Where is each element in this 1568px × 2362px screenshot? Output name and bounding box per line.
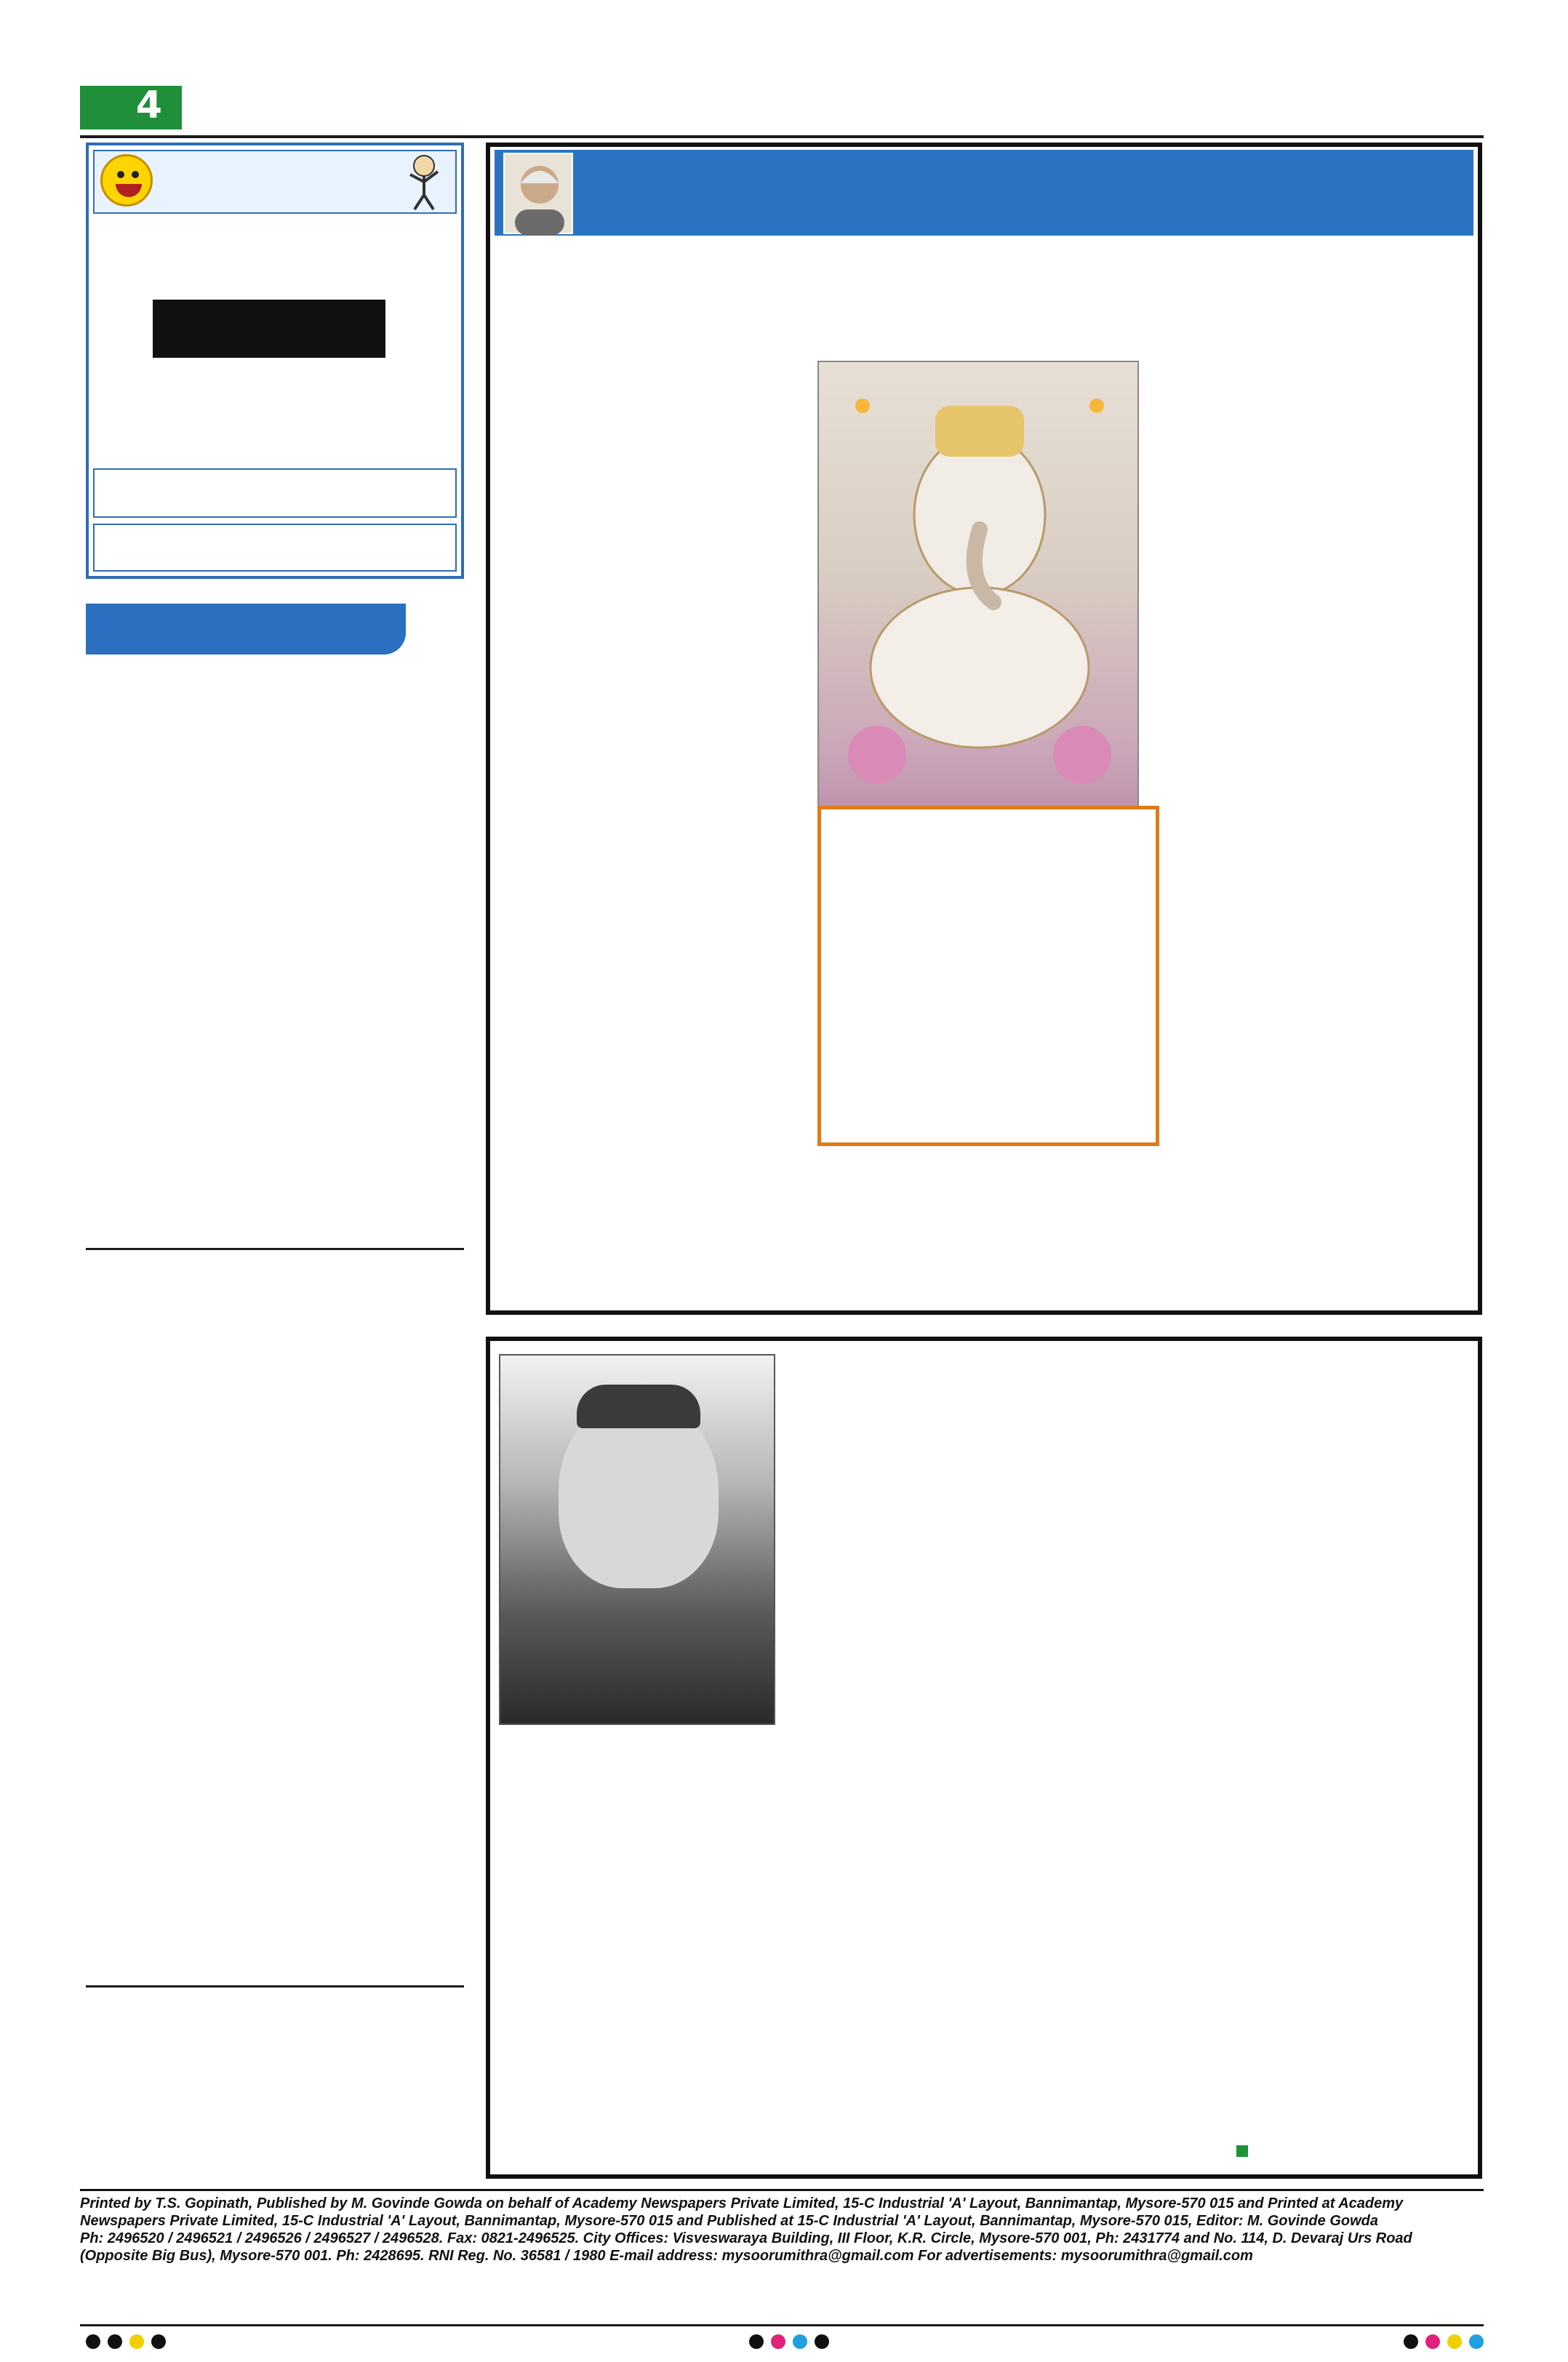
letter1-signature (86, 1226, 464, 1245)
letter2-signature (86, 1963, 464, 1982)
registration-dot-yellow (129, 2334, 144, 2349)
letter3-signature (86, 2163, 464, 2182)
header-rule (80, 135, 1484, 138)
divider (86, 1985, 464, 1987)
culture-col2 (502, 745, 809, 1305)
mouth (116, 184, 142, 197)
author-photo (503, 153, 573, 234)
letter2-body (86, 1344, 464, 1962)
eye-right (132, 171, 139, 178)
portrait-cap (577, 1385, 700, 1428)
culture-col1 (502, 361, 809, 739)
netaji-col3 (1011, 1459, 1229, 2167)
ganesha-idol-photo (817, 361, 1139, 883)
registration-dot-black (815, 2334, 829, 2349)
laughing-face-icon (100, 154, 153, 207)
letter3-headline (86, 1990, 464, 2026)
letter1-headline-b (86, 704, 464, 746)
amrita-text (97, 490, 454, 515)
registration-dot-black (749, 2334, 764, 2349)
registration-dot-cyan (793, 2334, 807, 2349)
footer-rule (80, 2189, 1484, 2191)
imprint-line-3: Ph: 2496520 / 2496521 / 2496526 / 2496527 / 2496528. Fax: 0821-2496525. City Offices: Visveswaraya Building, III Floor, K.R. Circle, Mysore-570 001, Ph: 2431774 and No. 114, D. Devaraj Urs Road (80, 2230, 1412, 2246)
registration-dot-black (86, 2334, 100, 2349)
imprint-line (80, 2195, 1484, 2318)
imprint-line-1: Printed by T.S. Gopinath, Published by M. Govinde Gowda on behalf of Academy Newspapers Private Limited, 15-C Industrial 'A' Layout, Bannimantap, Mysore-570 015 and Printed at Academy (80, 2195, 1404, 2211)
amrita-title (93, 468, 457, 490)
proverb-title (97, 527, 454, 547)
netaji-photo (499, 1354, 775, 1725)
footer-bottom-rule (80, 2324, 1484, 2326)
imprint-line-4: (Opposite Big Bus), Mysore-570 001. Ph: 2428695. RNI Reg. No. 36581 / 1980 E-mail address: mysoorumithra@gmail.com For advertisements: mysoorumithra@gmail.com (80, 2248, 1253, 2264)
netaji-col2 (785, 1459, 1004, 2167)
letter2-headline-b (86, 1296, 464, 1338)
section-title (191, 86, 467, 129)
nakkare-title (157, 156, 390, 207)
registration-dot-black (1404, 2334, 1418, 2349)
registration-dot-cyan (1469, 2334, 1484, 2349)
masthead-logo (771, 81, 989, 134)
netaji-byline (1252, 2141, 1471, 2161)
issue-date (1193, 86, 1484, 129)
registration-dot-black (151, 2334, 166, 2349)
netaji-headline (785, 1351, 1469, 1453)
letter1-body (86, 752, 464, 1225)
proverb-text (97, 548, 454, 569)
registration-dot-yellow (1447, 2334, 1462, 2349)
letter2-headline-a (86, 1254, 464, 1296)
culture-col3 (817, 1152, 1159, 1305)
nakkare-note (97, 396, 454, 439)
letter1-headline-a (86, 662, 464, 704)
author-byline (582, 169, 844, 212)
registration-dot-magenta (771, 2334, 785, 2349)
pull-quote-text (834, 820, 1143, 1132)
registration-dot-black (108, 2334, 122, 2349)
culture-headline (502, 243, 1469, 352)
nakkare-joke (97, 218, 454, 294)
mysuru-mitra-logo (153, 300, 385, 358)
nakkare-date (93, 364, 457, 393)
letter3-body (86, 2030, 464, 2161)
culture-col4 (1164, 361, 1469, 1305)
page-number: 4 (135, 84, 163, 127)
letters-title (93, 608, 399, 650)
registration-dot-magenta (1425, 2334, 1440, 2349)
divider (86, 1248, 464, 1250)
cartoon-figure-icon (399, 153, 449, 211)
column-title (1069, 169, 1375, 220)
pull-quote (817, 806, 1159, 1146)
netaji-col4 (1236, 1459, 1469, 2135)
eye-left (117, 171, 124, 178)
page-label (81, 87, 125, 128)
editor-line (97, 442, 454, 464)
byline-square-icon (1236, 2145, 1248, 2157)
imprint-line-2: Newspapers Private Limited, 15-C Industrial 'A' Layout, Bannimantap, Mysore-570 015 and Published at 15-C Industrial 'A' Layout, Bannimantap, Mysore-570 015, Editor: M. Govinde Gowda (80, 2213, 1378, 2229)
netaji-col1 (499, 1731, 775, 2167)
